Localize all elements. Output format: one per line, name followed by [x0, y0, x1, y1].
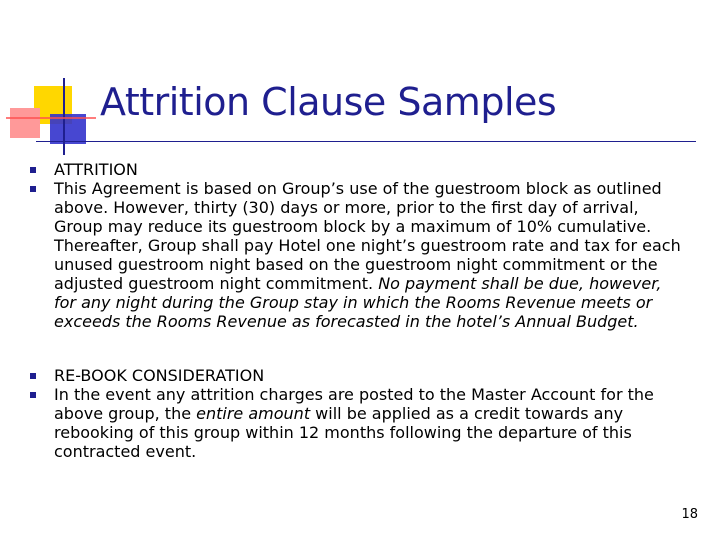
bullet-square-icon [30, 373, 36, 379]
rebook-text-before: In the event any attrition charges are posted to the Master Account for the above group, the [54, 385, 654, 423]
bullet-item-rebook-heading [30, 366, 690, 385]
attrition-italic-text: No payment shall be due, however, for any night during the Group stay in which the Rooms Revenue meets or exceeds the Rooms Revenue as forecasted in the hotel’s Annual Budget. [54, 274, 662, 331]
logo-red-square [10, 108, 40, 138]
bullet-text: RE-BOOK CONSIDERATION [54, 366, 265, 385]
page-number: 18 [681, 507, 698, 522]
bullet-item-attrition-heading [30, 160, 690, 179]
attrition-text: This Agreement is based on Group’s use of the guestroom block as outlined above. However, thirty (30) days or more, prior to the first day of arrival, Group may reduce its guestroom block by a maximum of 10% cumulative. Thereafter, Group shall pay Hotel one night’s guestroom rate and tax for each unused guestroom night based on the guestroom night commitment or the adjusted guestroom night commitment. [54, 179, 681, 293]
rebook-paragraph [54, 385, 690, 461]
bullet-square-icon [30, 167, 36, 173]
bullet-item-attrition-clause [30, 179, 690, 331]
rebook-italic-text: entire amount [196, 404, 311, 423]
bullet-text: ATTRITION [54, 160, 138, 179]
bullet-square-icon [30, 392, 36, 398]
bullet-item-rebook-clause [30, 385, 690, 461]
title-rule [36, 141, 696, 142]
logo-graphic [0, 0, 100, 160]
slide-title: Attrition Clause Samples [100, 80, 557, 124]
bullet-square-icon [30, 186, 36, 192]
bullet-list [30, 160, 690, 461]
rebook-text-after: will be applied as a credit towards any rebooking of this group within 12 months following the departure of this contracted event. [54, 404, 632, 461]
attrition-paragraph [54, 179, 690, 331]
